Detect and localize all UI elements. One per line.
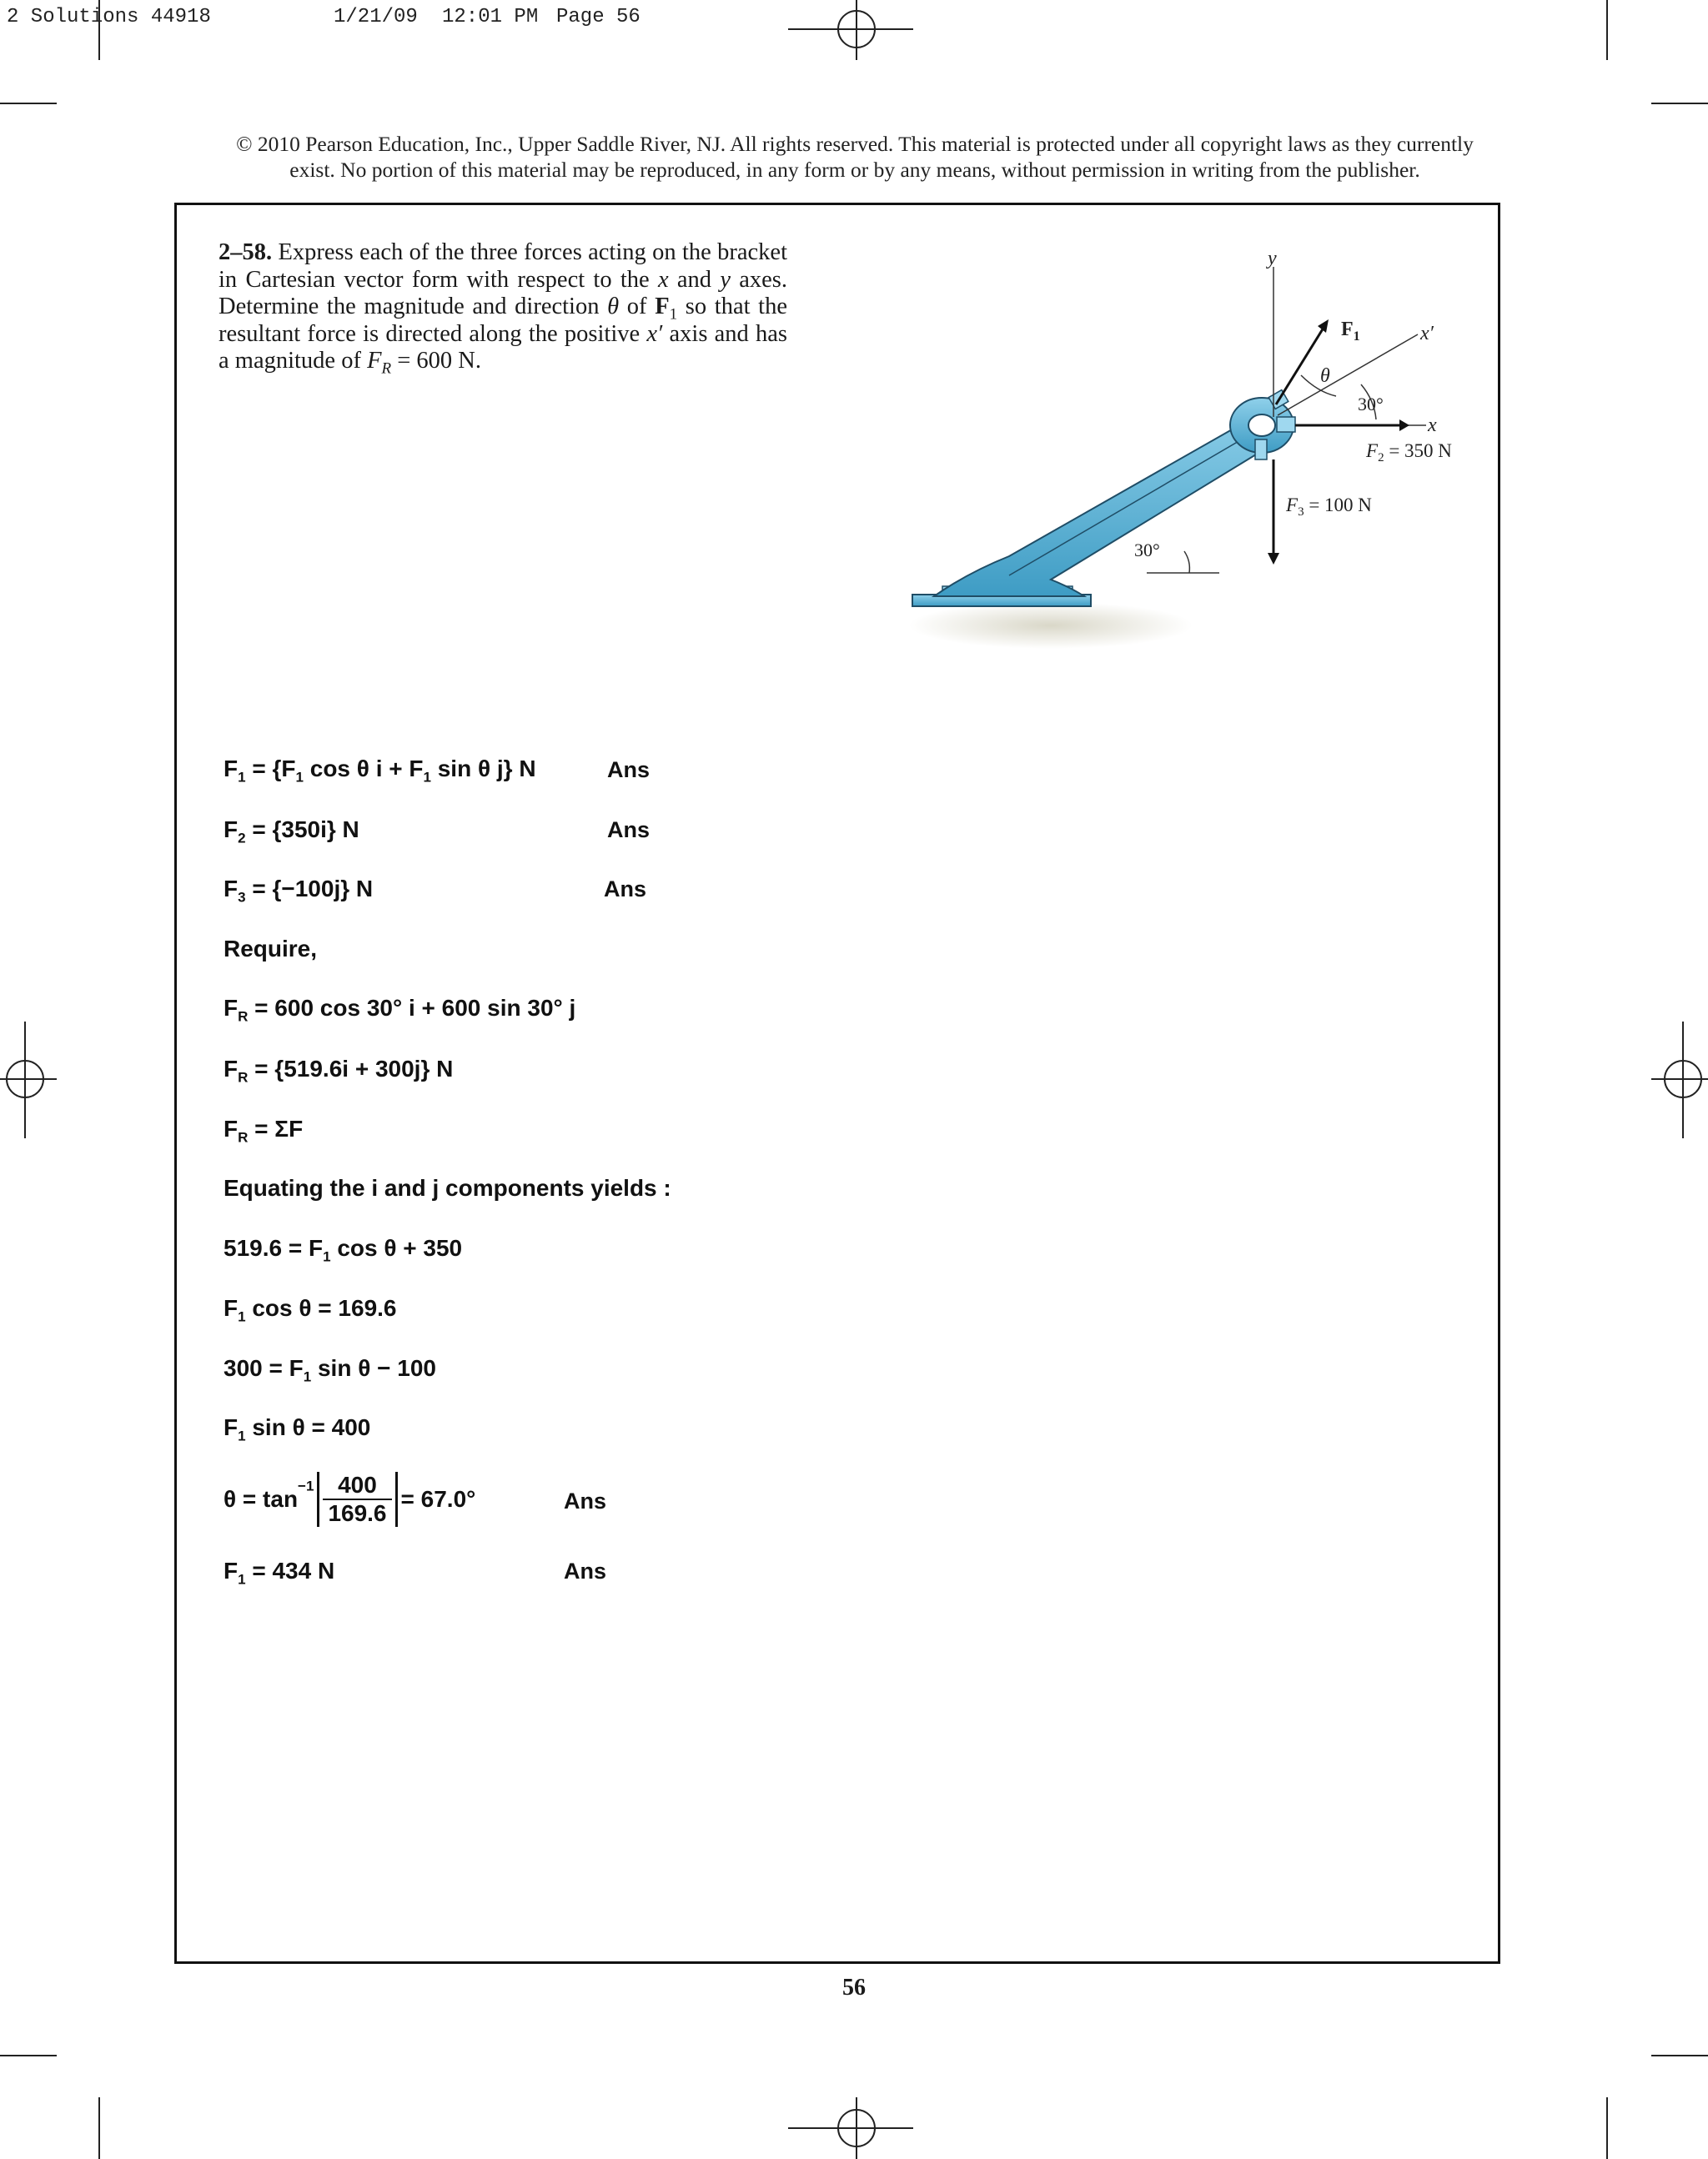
f3-label: $F_3 = 100$ N — [1286, 495, 1372, 519]
y-axis-label: y — [1268, 248, 1277, 269]
eq-i-component: $519.6 = F_1$ cos θ + 350 — [224, 1235, 463, 1265]
problem-text: = 600 N. — [391, 348, 482, 374]
problem-text: axis and has a magnitude of — [219, 320, 787, 374]
eq-fr-components: $F_R = 600$ cos 30° i + 600 sin 30° j — [224, 995, 576, 1025]
bracket-figure — [909, 246, 1476, 680]
problem-text: of — [619, 294, 656, 320]
eq-f3: $F_3 = \{-100j\}$ N — [224, 876, 374, 906]
var-x: x — [657, 266, 669, 293]
fraction-numerator: 400 — [323, 1472, 391, 1500]
slug-page: Page 56 — [556, 6, 640, 28]
copyright-line-1: © 2010 Pearson Education, Inc., Upper Saddle River, NJ. All rights reserved. This material is protected under all copyright laws as they currently — [236, 132, 1474, 156]
answer-marker: Ans — [564, 1559, 607, 1584]
problem-text: and — [668, 266, 721, 293]
slug-file: 2 Solutions 44918 — [7, 6, 211, 28]
fraction-denominator: 169.6 — [328, 1500, 387, 1526]
answer-marker: Ans — [604, 876, 647, 901]
problem-text: Express each of the three forces acting on the bracket in Cartesian vector form with respect to the — [219, 239, 787, 293]
subscript: R — [381, 360, 392, 379]
xprime-axis-line — [1278, 334, 1418, 415]
eq-f2: $F_2 = \{350i\}$ N — [224, 816, 359, 846]
ground-shadow — [909, 602, 1193, 649]
answer-marker: Ans — [564, 1489, 607, 1514]
subscript: 1 — [669, 305, 678, 324]
var-xprime: x′ — [646, 320, 663, 347]
var-F: F — [655, 294, 670, 320]
eq-f1: $F_1 = \{F_1$ cos θ $i + F_1$ sin θ j} N — [224, 756, 536, 786]
problem-statement — [219, 239, 788, 379]
slug-date: 1/21/09 — [334, 6, 418, 28]
var-theta: θ — [607, 294, 620, 320]
equating-text: Equating the i and j components yields : — [224, 1175, 671, 1201]
eq-theta: $\theta = \tan^{-1}$ $\frac{400}{169.6}$ = 67.0° — [224, 1472, 476, 1526]
f2-label: $F_2 = 350$ N — [1366, 440, 1452, 464]
f1-label: $F_1$ — [1341, 319, 1360, 344]
eq-fr-sum: $F_R = \Sigma F$ — [224, 1116, 304, 1146]
angle-base-label: 30° — [1134, 540, 1160, 560]
eq-f1-sin: $F_1$ sin θ = 400 — [224, 1414, 371, 1444]
slug-time: 12:01 PM — [442, 6, 539, 28]
x-axis-label: x — [1428, 414, 1437, 436]
eq-j-component: $300 = F_1$ sin θ − 100 — [224, 1355, 436, 1385]
var-FR: F — [367, 348, 382, 374]
eq-f1-cos: $F_1$ cos θ = 169.6 — [224, 1295, 397, 1325]
angle-top-label: 30° — [1358, 394, 1384, 414]
eq-fr-vector: $F_R = \{519.6i + 300j\}$ N — [224, 1056, 454, 1086]
page-number: 56 — [842, 1975, 866, 2001]
answer-marker: Ans — [607, 757, 651, 782]
var-y: y — [720, 266, 731, 293]
require-label: Require, — [224, 936, 318, 962]
problem-text: so that the resultant force is directed along the positive — [219, 294, 787, 347]
xprime-axis-label: x′ — [1420, 323, 1434, 344]
eq-f1-magnitude: $F_1 = 434$ N — [224, 1558, 335, 1588]
copyright-notice — [192, 131, 1518, 183]
copyright-line-2: exist. No portion of this material may be reproduced, in any form or by any means, without permission in writing from the publisher. — [289, 158, 1420, 182]
theta-label: θ — [1320, 365, 1330, 387]
problem-number: 2–58. — [219, 239, 273, 265]
problem-text: axes. Determine the magnitude and direction — [219, 266, 788, 320]
answer-marker: Ans — [607, 817, 651, 842]
